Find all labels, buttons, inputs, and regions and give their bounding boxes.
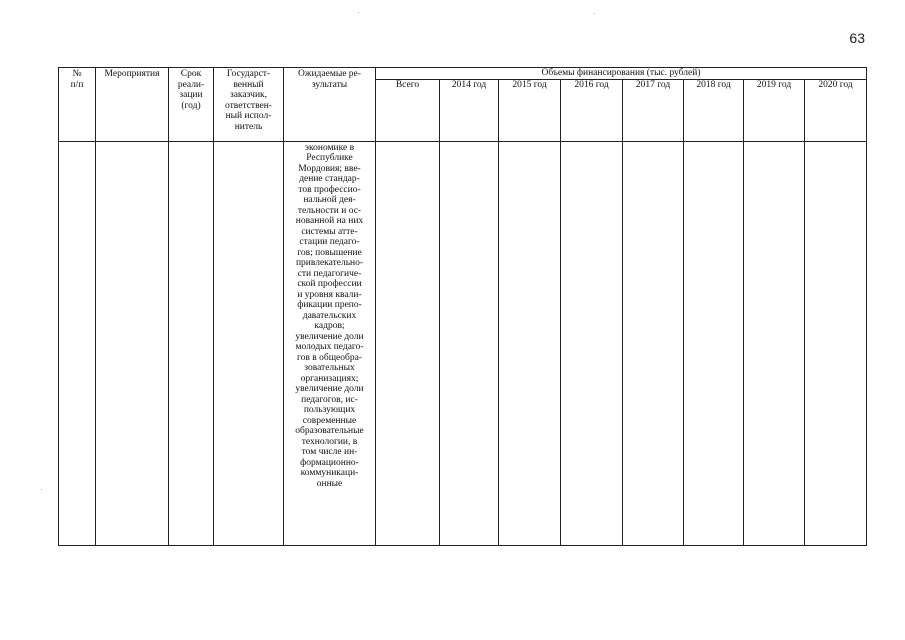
- header-funding-2014: 2014 год: [440, 79, 499, 141]
- header-funding-2018: 2018 год: [684, 79, 744, 141]
- header-funding-group: Объемы финансирования (тыс. рублей): [376, 68, 867, 80]
- cell-funding-2016: [561, 141, 623, 545]
- header-funding-2020: 2020 год: [805, 79, 867, 141]
- cell-funding-2017: [623, 141, 684, 545]
- header-funding-2017: 2017 год: [623, 79, 684, 141]
- page-number: 63: [849, 30, 865, 46]
- results-text: экономике в Республике Мордовия; вве- дение стандар- тов профессио- нальной дея- тельности и ос- нованной на них системы атте- стации педаго- гов; повышение привлекательно- сти педагогиче- ской профессии и уровня квали- фикации препо- давательских кадров; увеличение доли молодых педаго- гов в общеобра- зовательных организациях; увеличение доли педагогов, ис- пользующих современные образовательные технологии, в том числе ин- формационно- коммуникаци- онные: [295, 142, 364, 489]
- header-term: Срок реали- зации (год): [169, 68, 214, 142]
- scan-speck: [358, 12, 359, 13]
- header-activity: Мероприятия: [96, 68, 169, 142]
- cell-activity: [96, 141, 169, 545]
- header-customer: Государст- венный заказчик, ответствен- ный испол- нитель: [214, 68, 284, 142]
- cell-funding-2019: [744, 141, 805, 545]
- cell-num: [59, 141, 96, 545]
- cell-results: [284, 141, 376, 545]
- cell-funding-2014: [440, 141, 499, 545]
- cell-funding-2018: [684, 141, 744, 545]
- funding-plan-table: [58, 67, 867, 546]
- header-funding-total: Всего: [376, 79, 440, 141]
- header-results: Ожидаемые ре- зультаты: [284, 68, 376, 142]
- cell-funding-2015: [499, 141, 561, 545]
- header-funding-2015: 2015 год: [499, 79, 561, 141]
- cell-funding-2020: [805, 141, 867, 545]
- header-num: № п/п: [59, 68, 96, 142]
- cell-customer: [214, 141, 284, 545]
- header-funding-2016: 2016 год: [561, 79, 623, 141]
- scan-speck: [594, 13, 595, 14]
- header-funding-2019: 2019 год: [744, 79, 805, 141]
- cell-funding-total: [376, 141, 440, 545]
- cell-term: [169, 141, 214, 545]
- scan-speck: [41, 489, 42, 490]
- table-row: [59, 141, 867, 545]
